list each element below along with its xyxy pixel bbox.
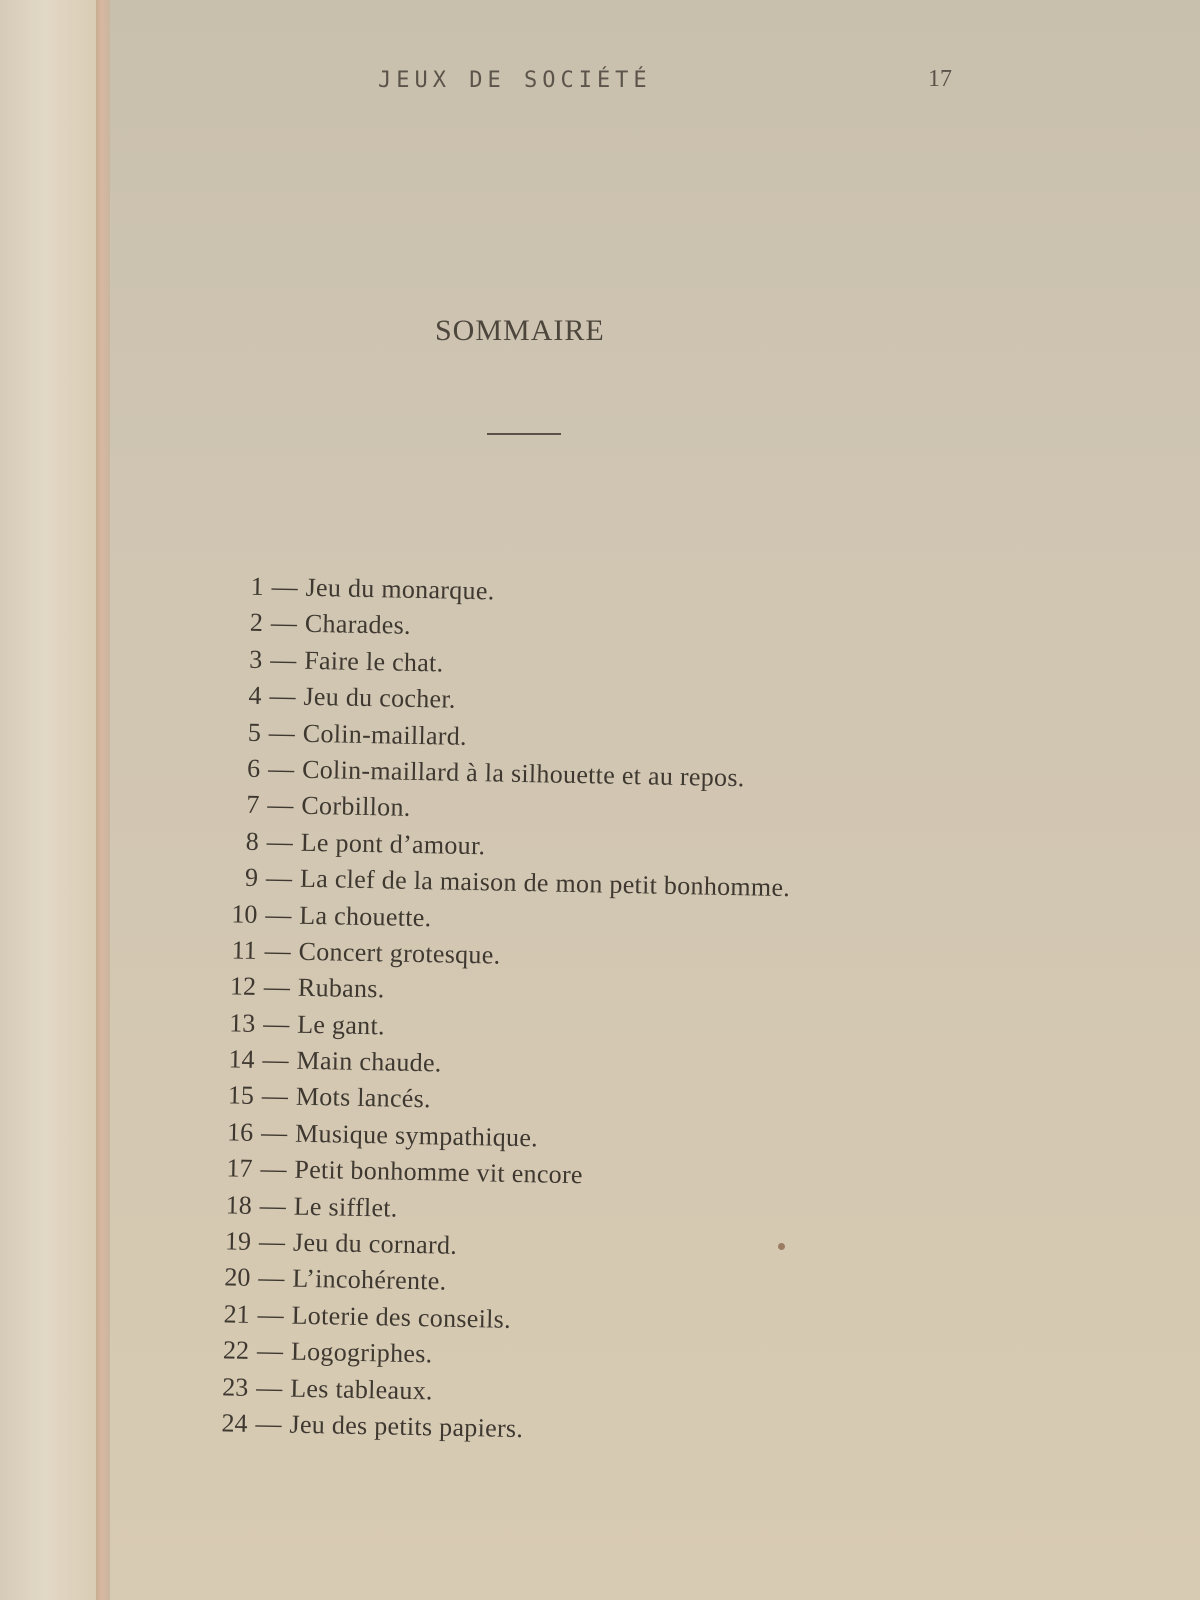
toc-entry-dash: —	[261, 1081, 289, 1112]
toc-entry-number: 8	[245, 826, 260, 856]
toc-entry-dash: —	[270, 608, 298, 639]
toc-entry-dash: —	[264, 935, 291, 966]
toc-entry-dash: —	[257, 1299, 284, 1330]
toc-entry-title: Le gant.	[296, 1009, 386, 1041]
toc-entry-number: 10	[231, 898, 258, 929]
book-gutter	[96, 0, 110, 1600]
toc-entry-dash: —	[260, 1154, 287, 1184]
toc-entry-title: Colin-maillard à la silhouette et au repos.	[301, 754, 745, 793]
toc-entry-number: 13	[228, 1008, 256, 1038]
toc-entry-dash: —	[260, 1117, 288, 1148]
toc-entry-number: 12	[229, 971, 257, 1002]
toc-entry-number: 22	[222, 1335, 250, 1366]
toc-entry-title: L’incohérente.	[292, 1264, 447, 1297]
toc-entry-dash: —	[258, 1227, 286, 1257]
toc-entry-number: 20	[224, 1262, 251, 1293]
toc-entry-dash: —	[256, 1336, 284, 1366]
toc-entry-title: Le pont d’amour.	[300, 827, 486, 861]
toc-entry-dash: —	[269, 644, 297, 675]
toc-entry-title: La clef de la maison de mon petit bonhomme.	[299, 863, 791, 903]
table-of-contents	[195, 568, 972, 1456]
toc-entry-dash: —	[266, 826, 294, 857]
toc-entry-title: Jeu du cocher.	[303, 681, 457, 714]
toc-entry-number: 9	[244, 862, 259, 893]
toc-entry-dash: —	[255, 1408, 282, 1439]
paper-stain	[778, 1243, 785, 1250]
title-divider	[487, 433, 561, 435]
toc-entry-title: La chouette.	[299, 900, 432, 932]
toc-entry-title: Charades.	[304, 609, 412, 641]
toc-entry-title: Loterie des conseils.	[291, 1300, 512, 1334]
toc-entry-title: Colin-maillard.	[302, 718, 468, 751]
running-head: JEUX DE SOCIÉTÉ	[378, 68, 652, 93]
toc-entry-dash: —	[262, 1008, 290, 1039]
toc-entry-number: 6	[246, 753, 261, 783]
toc-entry-title: Corbillon.	[301, 791, 411, 823]
toc-entry-dash: —	[267, 754, 295, 784]
toc-entry-number: 11	[231, 935, 257, 965]
toc-entry-dash: —	[258, 1263, 285, 1293]
toc-entry-number: 3	[248, 644, 263, 674]
toc-entry-number: 15	[227, 1080, 255, 1111]
toc-entry-number: 1	[250, 571, 264, 601]
toc-entry-number: 2	[249, 608, 264, 638]
toc-entry-title: Concert grotesque.	[298, 936, 501, 970]
toc-entry-title: Musique sympathique.	[294, 1118, 539, 1153]
toc-entry-title: Petit bonhomme vit encore	[294, 1154, 584, 1190]
toc-entry-number: 14	[228, 1044, 255, 1074]
toc-entry-dash: —	[256, 1372, 283, 1403]
toc-entry-dash: —	[263, 972, 291, 1002]
toc-entry-number: 23	[222, 1371, 249, 1402]
toc-entry-number: 19	[224, 1226, 252, 1256]
toc-entry-title: Jeu du monarque.	[305, 572, 495, 606]
toc-entry-title: Jeu du cornard.	[292, 1227, 458, 1260]
toc-entry-dash: —	[268, 717, 296, 748]
toc-entry-dash: —	[267, 790, 294, 820]
page-title: SOMMAIRE	[435, 314, 605, 347]
toc-entry-title: Les tableaux.	[289, 1373, 434, 1405]
toc-entry-dash: —	[271, 572, 298, 602]
toc-entry-number: 16	[226, 1117, 254, 1147]
toc-entry-title: Mots lancés.	[295, 1082, 432, 1114]
toc-entry-dash: —	[269, 681, 296, 711]
toc-entry-number: 4	[248, 680, 262, 711]
toc-entry-dash: —	[265, 899, 292, 930]
toc-entry-number: 24	[221, 1408, 248, 1438]
toc-entry-dash: —	[262, 1045, 289, 1075]
toc-entry-title: Faire le chat.	[303, 645, 444, 678]
toc-entry-dash: —	[259, 1190, 287, 1221]
toc-entry-title: Logogriphes.	[290, 1336, 433, 1369]
toc-entry-number: 7	[246, 790, 260, 820]
toc-entry-number: 17	[226, 1153, 253, 1184]
toc-entry-title: Le sifflet.	[293, 1191, 398, 1223]
toc-entry-title: Jeu des petits papiers.	[289, 1409, 524, 1444]
toc-entry-number: 5	[247, 717, 262, 747]
facing-page-edge	[0, 0, 100, 1600]
toc-entry-number: 18	[225, 1190, 253, 1220]
toc-entry-title: Main chaude.	[296, 1045, 442, 1078]
toc-entry-dash: —	[265, 863, 293, 893]
toc-entry-number: 21	[223, 1299, 250, 1329]
toc-entry-title: Rubans.	[297, 973, 385, 1004]
page-number: 17	[928, 66, 952, 92]
